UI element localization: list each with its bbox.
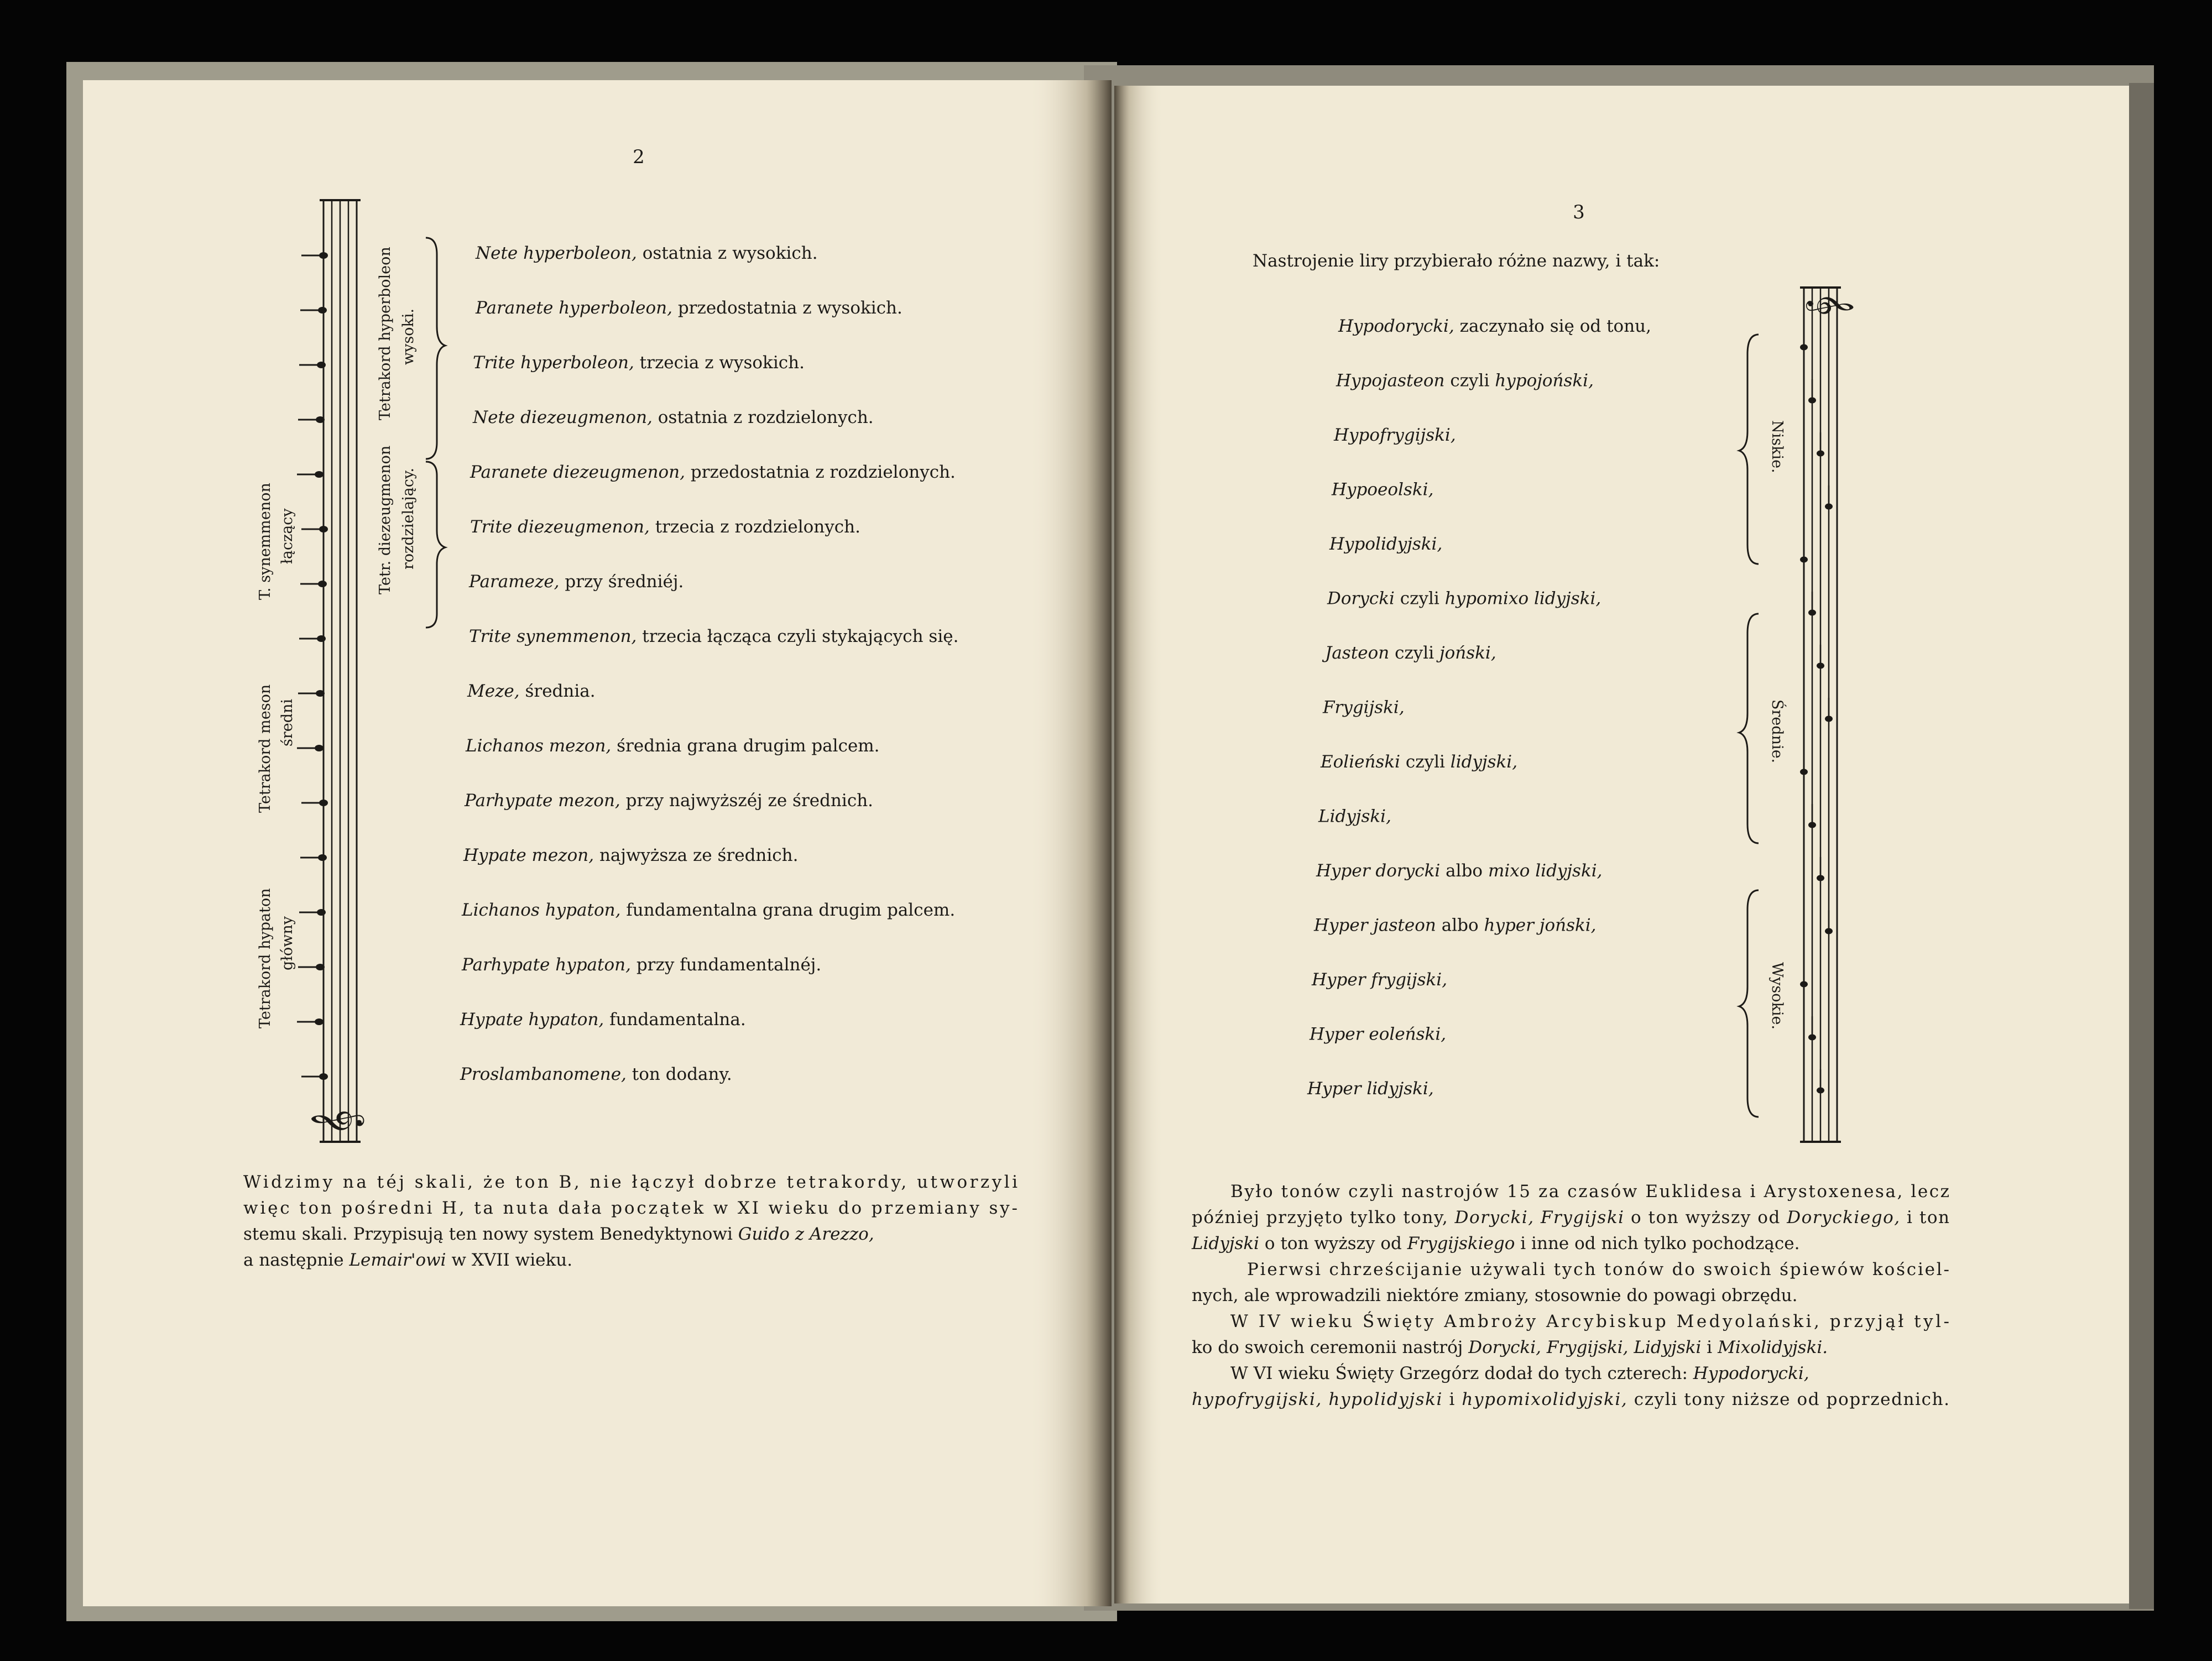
svg-text:Wysokie.: Wysokie. xyxy=(1768,962,1786,1030)
mode-name-line: Lidyjski, xyxy=(1318,806,1391,827)
left-paragraph-line-4: a następnie Lemair'owi w XVII wieku. xyxy=(243,1250,573,1270)
note-head xyxy=(317,635,326,642)
note-name-line: Trite hyperboleon, trzecia z wysokich. xyxy=(473,353,805,373)
note-head xyxy=(316,690,325,697)
left-gutter-shadow xyxy=(1029,80,1112,1606)
note-name-line: Paranete hyperboleon, przedostatnia z wysokich. xyxy=(476,298,902,318)
right-paragraph-line-1: Było tonów czyli nastrojów 15 za czasów Euklidesa i Arystoxenesa, lecz xyxy=(1230,1182,1949,1202)
note-head xyxy=(315,471,324,478)
note-name-line: Parhypate hypaton, przy fundamentalnéj. xyxy=(462,955,822,975)
left-page-number: 2 xyxy=(633,146,645,168)
right-page xyxy=(1114,86,2129,1603)
right-gutter-shadow xyxy=(1114,86,1164,1603)
left-paragraph-line-3: stemu skali. Przypisują ten nowy system Benedyktynowi Guido z Arezzo, xyxy=(243,1224,874,1244)
note-name-line: Trite synemmenon, trzecia łącząca czyli stykających się. xyxy=(469,626,959,646)
note-head xyxy=(319,252,328,259)
note-name-line: Paranete diezeugmenon, przedostatnia z rozdzielonych. xyxy=(470,462,956,482)
note-head xyxy=(316,416,325,423)
right-paragraph-line-7: ko do swoich ceremonii nastrój Dorycki, Frygijski, Lidyjski i Mixolidyjski. xyxy=(1192,1338,1828,1357)
note-head xyxy=(315,745,324,751)
note-head xyxy=(317,909,326,916)
note-name-line: Meze, średnia. xyxy=(467,681,596,701)
treble-clef-icon: 𝄞 xyxy=(310,1109,362,1136)
note-name-line: Parhypate mezon, przy najwyższéj ze średnich. xyxy=(465,791,874,811)
note-head xyxy=(316,964,325,970)
mode-name-line: Hypolidyjski, xyxy=(1329,534,1443,554)
right-page-intro: Nastrojenie liry przybierało różne nazwy, i tak: xyxy=(1253,251,1660,271)
mode-name-line: Hypojasteon czyli hypojoński, xyxy=(1336,370,1594,391)
note-name-line: Hypate hypaton, fundamentalna. xyxy=(460,1010,746,1030)
mode-name-line: Hypoeolski, xyxy=(1332,479,1434,500)
svg-text:Tetrakord hypaton: Tetrakord hypaton xyxy=(257,888,274,1028)
mode-name-line: Hyper lidyjski, xyxy=(1307,1079,1434,1099)
right-paragraph-line-2: później przyjęto tylko tony, Dorycki, Frygijski o ton wyższy od Doryckiego, i ton xyxy=(1192,1208,1949,1228)
mode-name-line: Eolieński czyli lidyjski, xyxy=(1321,752,1518,772)
mode-name-line: Hyper eoleński, xyxy=(1310,1024,1447,1044)
note-name-line: Parameze, przy średniéj. xyxy=(469,572,684,592)
note-head xyxy=(318,581,327,587)
mode-name-line: Hypofrygijski, xyxy=(1334,425,1456,445)
note-name-line: Lichanos hypaton, fundamentalna grana drugim palcem. xyxy=(462,900,956,920)
right-paragraph-line-8: W VI wieku Święty Grzegórz dodał do tych czterech: Hypodorycki, xyxy=(1230,1364,1809,1383)
mode-name-line: Jasteon czyli joński, xyxy=(1325,643,1496,663)
svg-text:rozdzielający.: rozdzielający. xyxy=(400,467,417,570)
svg-text:T. synemmenon: T. synemmenon xyxy=(257,483,274,600)
right-paragraph-line-3: Lidyjski o ton wyższy od Frygijskiego i inne od nich tylko pochodzące. xyxy=(1192,1234,1800,1253)
mode-name-line: Hyper frygijski, xyxy=(1312,970,1448,990)
mode-name-line: Hypodorycki, zaczynało się od tonu, xyxy=(1338,316,1651,336)
left-paragraph-line-1: Widzimy na téj skali, że ton B, nie łączył dobrze tetrakordy, utworzyli xyxy=(243,1172,1018,1192)
svg-text:średni: średni xyxy=(279,698,296,746)
left-page xyxy=(83,80,1112,1606)
mode-name-line: Dorycki czyli hypomixo lidyjski, xyxy=(1327,588,1601,609)
note-name-line: Lichanos mezon, średnia grana drugim palcem. xyxy=(466,736,880,756)
right-page-number: 3 xyxy=(1573,201,1585,223)
note-head xyxy=(319,800,328,806)
svg-text:Tetrakord hyperboleon: Tetrakord hyperboleon xyxy=(377,247,394,420)
right-paragraph-line-9: hypofrygijski, hypolidyjski i hypomixolidyjski, czyli tony niższe od poprzednich. xyxy=(1192,1390,1949,1409)
note-name-line: Nete diezeugmenon, ostatnia z rozdzielonych. xyxy=(473,408,874,427)
svg-text:Niskie.: Niskie. xyxy=(1768,420,1786,473)
mode-name-line: Hyper jasteon albo hyper joński, xyxy=(1314,915,1597,936)
svg-text:Tetr. diezeugmenon: Tetr. diezeugmenon xyxy=(377,445,394,594)
note-name-line: Trite diezeugmenon, trzecia z rozdzielonych. xyxy=(470,517,860,537)
mode-name-line: Hyper dorycki albo mixo lidyjski, xyxy=(1316,861,1603,881)
note-name-line: Proslambanomene, ton dodany. xyxy=(460,1064,732,1084)
right-page-edges xyxy=(2129,83,2154,1609)
note-head xyxy=(319,526,328,532)
svg-text:Średnie.: Średnie. xyxy=(1768,699,1786,764)
left-paragraph-line-2: więc ton pośredni H, ta nuta dała początek w XI wieku do przemiany sy- xyxy=(243,1198,1018,1218)
treble-clef-icon: 𝄞 xyxy=(1808,292,1855,316)
svg-text:łączący: łączący xyxy=(279,508,296,564)
note-name-line: Nete hyperboleon, ostatnia z wysokich. xyxy=(476,243,818,263)
note-head xyxy=(318,854,327,861)
svg-text:Tetrakord meson: Tetrakord meson xyxy=(257,684,274,813)
mode-name-line: Frygijski, xyxy=(1323,697,1405,718)
right-paragraph-line-5: nych, ale wprowadzili niektóre zmiany, stosownie do powagi obrzędu. xyxy=(1192,1286,1798,1305)
note-head xyxy=(319,1073,328,1080)
svg-text:główny: główny xyxy=(279,916,296,970)
svg-text:wysoki.: wysoki. xyxy=(400,308,417,365)
right-paragraph-line-6: W IV wieku Święty Ambroży Arcybiskup Medyolański, przyjął tyl- xyxy=(1230,1312,1949,1331)
note-head xyxy=(315,1018,324,1025)
right-paragraph-line-4: Pierwsi chrześcijanie używali tych tonów do swoich śpiewów kościel- xyxy=(1247,1260,1949,1279)
note-head xyxy=(317,362,326,368)
note-name-line: Hypate mezon, najwyższa ze średnich. xyxy=(463,845,799,865)
note-head xyxy=(318,307,327,314)
